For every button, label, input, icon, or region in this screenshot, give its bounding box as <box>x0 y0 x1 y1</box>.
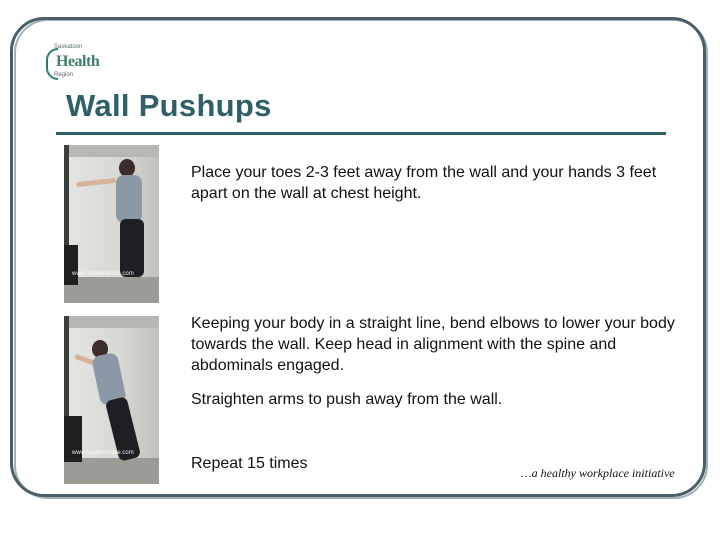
wall-pushup-photo-lowered <box>64 316 159 484</box>
slide-title: Wall Pushups <box>66 88 272 123</box>
photo-watermark: www.SparkPeople.com <box>72 450 134 456</box>
photo-watermark: www.SparkPeople.com <box>72 271 134 277</box>
logo-line-3: Region <box>54 72 74 78</box>
instruction-step-2: Keeping your body in a straight line, bend elbows to lower your body towards the wall. Keep head in alignment with the spine and abdominals engaged. <box>191 315 675 374</box>
instruction-step-3: Straighten arms to push away from the wall. <box>191 391 503 408</box>
logo-main-text: Health <box>56 53 100 70</box>
logo-line-1: Saskatoon <box>54 44 83 50</box>
photo-ceiling <box>64 316 159 328</box>
title-divider <box>56 132 666 135</box>
photo-ceiling <box>64 145 159 157</box>
person-torso <box>116 175 142 223</box>
person-legs <box>120 219 144 277</box>
photo-floor <box>64 277 159 303</box>
footer-tagline: …a healthy workplace initiative <box>521 466 675 480</box>
wall-pushup-photo-start <box>64 145 159 303</box>
health-region-logo <box>44 40 100 84</box>
repetition-count: Repeat 15 times <box>191 455 308 472</box>
photo-chair <box>64 245 78 285</box>
instruction-step-1: Place your toes 2-3 feet away from the wall and your hands 3 feet apart on the wall at chest height. <box>191 164 657 202</box>
